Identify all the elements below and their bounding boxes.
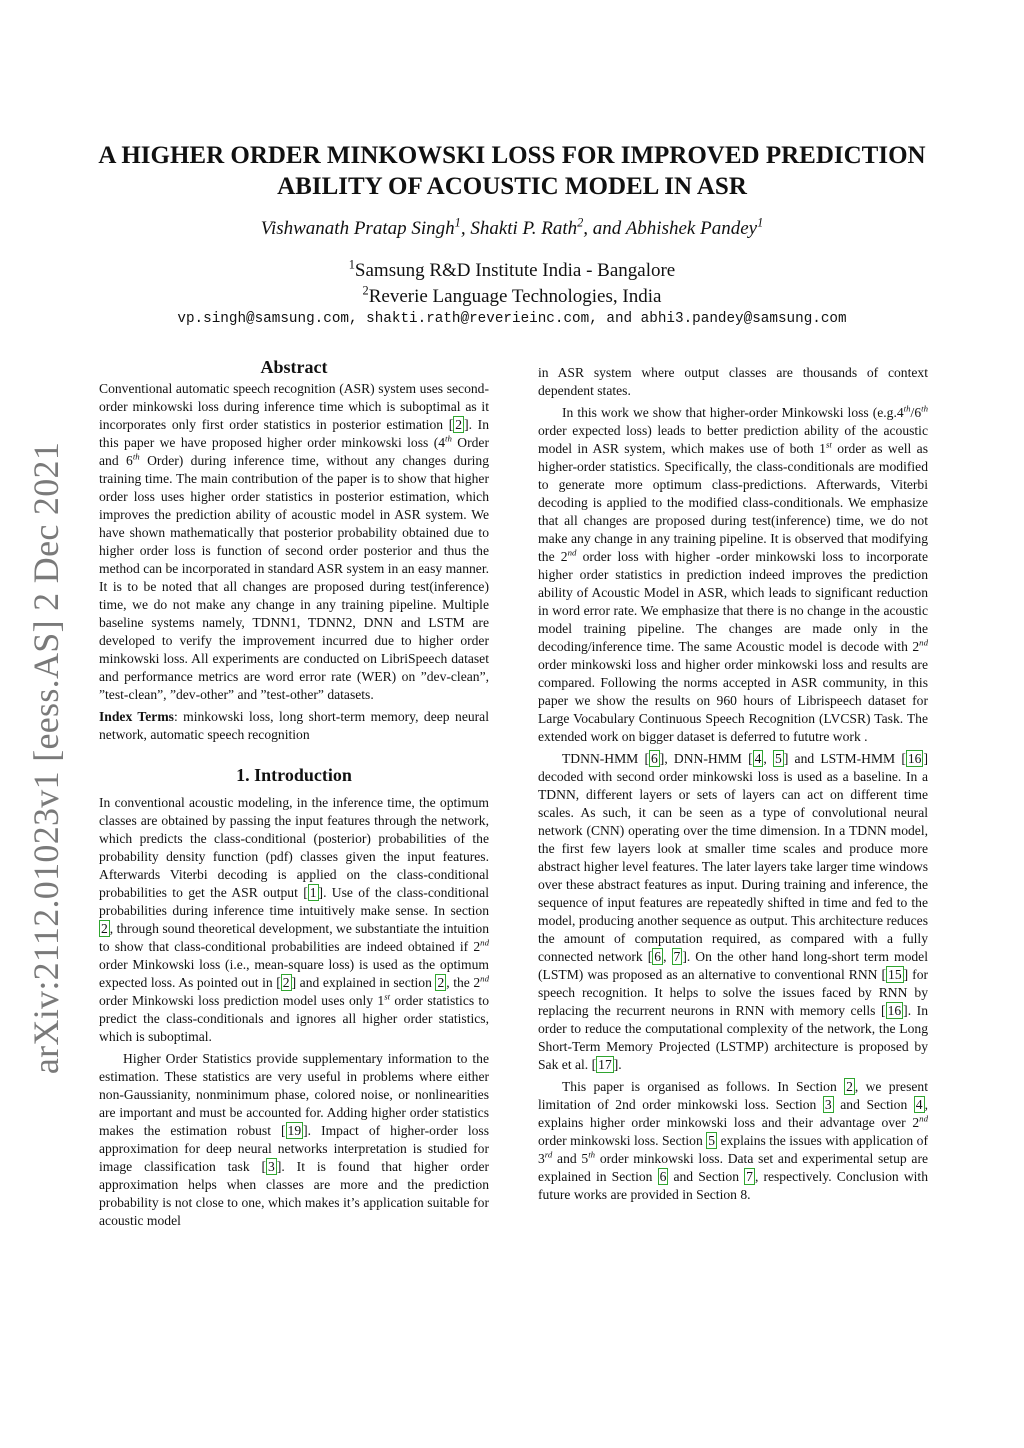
abstract-heading: Abstract [260, 357, 328, 377]
arxiv-stamp-text: arXiv:2112.01023v1 [eess.AS] 2 Dec 2021 [26, 441, 66, 1075]
abstract-text: Conventional automatic speech recognition (ASR) system uses second-order minkowski loss during inference time which is suboptimal as it incorporates only first order statistics in posterior estimation [ 2 ]. In this paper we have proposed higher order minkowski loss (4th Order and 6th Order) during inference time, without any changes during training time. The main contribution of the paper is to show that higher order loss uses higher order statistics in posterior estimation, which improves the prediction ability of acoustic model in ASR system. We have shown mathematically that posterior probability obtained due to higher order loss is function of second order posterior and thus the method can be incorporated in standard ASR system in an easy manner. It is to be noted that all changes are proposed during test(inference) time, we do not make any change in any training pipeline. Multiple baseline systems namely, TDNN1, TDNN2, DNN and LSTM are developed to verify the improvement incurred due to higher order minkowski loss. All experiments are conducted on LibriSpeech dataset and performance metrics are word error rate (WER) on ”dev-clean”, ”test-clean”, ”dev-other” and ”test-other” datasets. [99, 381, 489, 702]
left-column [99, 358, 489, 1234]
section-link[interactable]: 2 [101, 921, 108, 936]
citation-link[interactable]: 16 [887, 1003, 902, 1018]
author-2: , Shakti P. Rath [460, 218, 578, 239]
citation-link[interactable]: 2 [282, 975, 290, 990]
section-link[interactable]: 6 [659, 1169, 667, 1184]
author-emails: vp.singh@samsung.com, shakti.rath@reverieinc.com, and abhi3.pandey@samsung.com [177, 311, 847, 327]
intro-paragraph-3: In this work we show that higher-order Minkowski loss (e.g.4th/6th order expected loss) leads to better prediction ability of the acoustic model in ASR system, which makes use of both 1st order as well as higher-order statistics. Specifically, the class-conditionals are modified to generate more optimum class-predictions. Afterwards, Viterbi decoding is applied to the modified class-conditionals. We emphasize that all changes are proposed during test(inference) time, we do not make any change in any training pipeline. It is observed that modifying the 2nd order loss with higher -order minkowski loss to incorporate higher order statistics in prediction indeed improves the prediction ability of Acoustic Model in ASR, which leads to significant reduction in word error rate. We emphasize that there is no change in the acoustic model training pipeline. The changes are made only in the decoding/inference time. The same Acoustic model is decode with 2nd order minkowski loss and higher order minkowski loss and results are compared. Following the norms accepted in ASR community, in this paper we show the results on 960 hours of Librispeech dataset for Large Vocabulary Continuous Speech Recognition (LVCSR) Task. The extended work on bigger dataset is deferred to fututre work . [538, 403, 928, 744]
affiliation-1 [90, 258, 934, 284]
section-link[interactable]: 3 [824, 1097, 832, 1112]
section-link[interactable]: 5 [708, 1133, 716, 1148]
affiliation-1-name: Samsung R&D Institute India - Bangalore [354, 260, 676, 281]
author-2-affil: 2 [577, 215, 584, 230]
section-link[interactable]: 2 [437, 975, 445, 990]
citation-link[interactable]: 4 [754, 751, 762, 766]
citation-link[interactable]: 6 [651, 751, 658, 766]
title-line-1: A HIGHER ORDER MINKOWSKI LOSS FOR IMPROVED PREDICTION [98, 142, 926, 169]
author-list [90, 215, 934, 240]
intro-paragraph-continued: in ASR system where output classes are thousands of context dependent states. [538, 365, 928, 398]
affiliations [90, 258, 934, 310]
citation-link[interactable]: 3 [268, 1159, 275, 1174]
author-3-affil: 1 [757, 215, 764, 230]
index-terms-label: Index Terms [99, 709, 174, 724]
right-column [538, 364, 928, 1208]
section-link[interactable]: 7 [746, 1169, 753, 1184]
section-link[interactable]: 2 [846, 1079, 853, 1094]
citation-link[interactable]: 7 [673, 949, 681, 964]
citation-link[interactable]: 1 [309, 885, 317, 900]
intro-paragraph-5: This paper is organised as follows. In Section 2 , we present limitation of 2nd order minkowski loss. Section 3 and Section 4 , explains higher order minkowski loss and their advantage over 2nd order minkowski loss. Section 5 explains the issues with application of 3rd and 5th order minkowski loss. Data set and experimental setup are explained in Section 6 and Section 7 , respectively. Conclusion with future works are provided in Section 8. [538, 1079, 928, 1202]
affiliation-2 [90, 284, 934, 310]
affiliation-2-mark: 2 [362, 283, 369, 298]
index-terms: Index Terms: minkowski loss, long short-term memory, deep neural network, automatic speech recognition [99, 709, 489, 742]
author-1: Vishwanath Pratap Singh [260, 218, 455, 239]
citation-link[interactable]: 5 [775, 751, 782, 766]
paper-title [90, 140, 934, 202]
citation-link[interactable]: 15 [888, 967, 902, 982]
citation-link[interactable]: 19 [287, 1123, 302, 1138]
introduction-heading: 1. Introduction [236, 765, 352, 785]
affiliation-1-mark: 1 [348, 257, 355, 272]
citation-link[interactable]: 16 [907, 751, 922, 766]
intro-paragraph-1: In conventional acoustic modeling, in the inference time, the optimum classes are obtained by passing the input features through the network, which predicts the class-conditional (posterior) probabilities of the probability density function (pdf) classes given the input features. Afterwards Viterbi decoding is applied on the class-conditional probabilities to get the ASR output [ 1 ]. Use of the class-conditional probabilities during inference time intuitively make sense. In section 2 , through sound theoretical development, we substantiate the intuition to show that class-conditional probabilities are indeed obtained if 2nd order Minkowski loss (i.e., mean-square loss) is used as the optimum expected loss. As pointed out in [ 2 ] and explained in section 2 , the 2nd order Minkowski loss prediction model uses only 1st order statistics to predict the class-conditionals and ignores all higher order statistics, which is suboptimal. [99, 795, 489, 1044]
title-line-2: ABILITY OF ACOUSTIC MODEL IN ASR [277, 173, 747, 200]
section-link[interactable]: 4 [915, 1097, 923, 1112]
arxiv-stamp [6, 441, 86, 1075]
intro-paragraph-2: Higher Order Statistics provide supplementary information to the estimation. These statistics are very useful in problems where either non-Gaussianity, nonminimum phase, colored noise, or nonlinearities are important and must be accounted for. Adding higher order statistics makes the estimation robust [ 19 ]. Impact of higher-order loss approximation for deep neural networks interpretation is studied for image classification task [ 3 ]. It is found that higher order approximation helps when classes are more and the prediction probability is not close to one, which makes it’s application suitable for acoustic model [99, 1051, 490, 1228]
citation-link[interactable]: 2 [455, 417, 463, 432]
author-1-affil: 1 [454, 215, 461, 230]
citation-link[interactable]: 17 [598, 1057, 612, 1072]
affiliation-2-name: Reverie Language Technologies, India [368, 286, 662, 307]
citation-link[interactable]: 6 [654, 949, 662, 964]
intro-paragraph-4: TDNN-HMM [ 6 ], DNN-HMM [ 4 , 5 ] and LSTM-HMM [ 16 ] decoded with second order minkowski loss is used as a baseline. In a TDNN, different layers or sets of layers can act on different time scales. As such, it can be seen as a type of convolutional neural network (CNN) operating over the time dimension. In a TDNN model, the first few layers look at smaller time scales and produce more abstract higher level features. The later layers take larger time windows over these abstract features as input. During training and inference, the sequence of input features are repeatedly shifted in time and fed to the model, producing another sequence as output. This architecture reduces the amount of computation required, as compared with a fully connected network [ 6 , 7 ]. On the other hand long-short term model (LSTM) was proposed as an alternative to conventional RNN [ 15 ] for speech recognition. It helps to solve the issues faced by RNN by replacing the recurrent neurons in RNN with memory cells [ 16 ]. In order to reduce the computational complexity of the network, the Long Short-Term Memory Projected (LSTMP) architecture is proposed by Sak et al. [ 17 ]. [538, 751, 929, 1072]
author-3: , and Abhishek Pandey [583, 218, 758, 239]
